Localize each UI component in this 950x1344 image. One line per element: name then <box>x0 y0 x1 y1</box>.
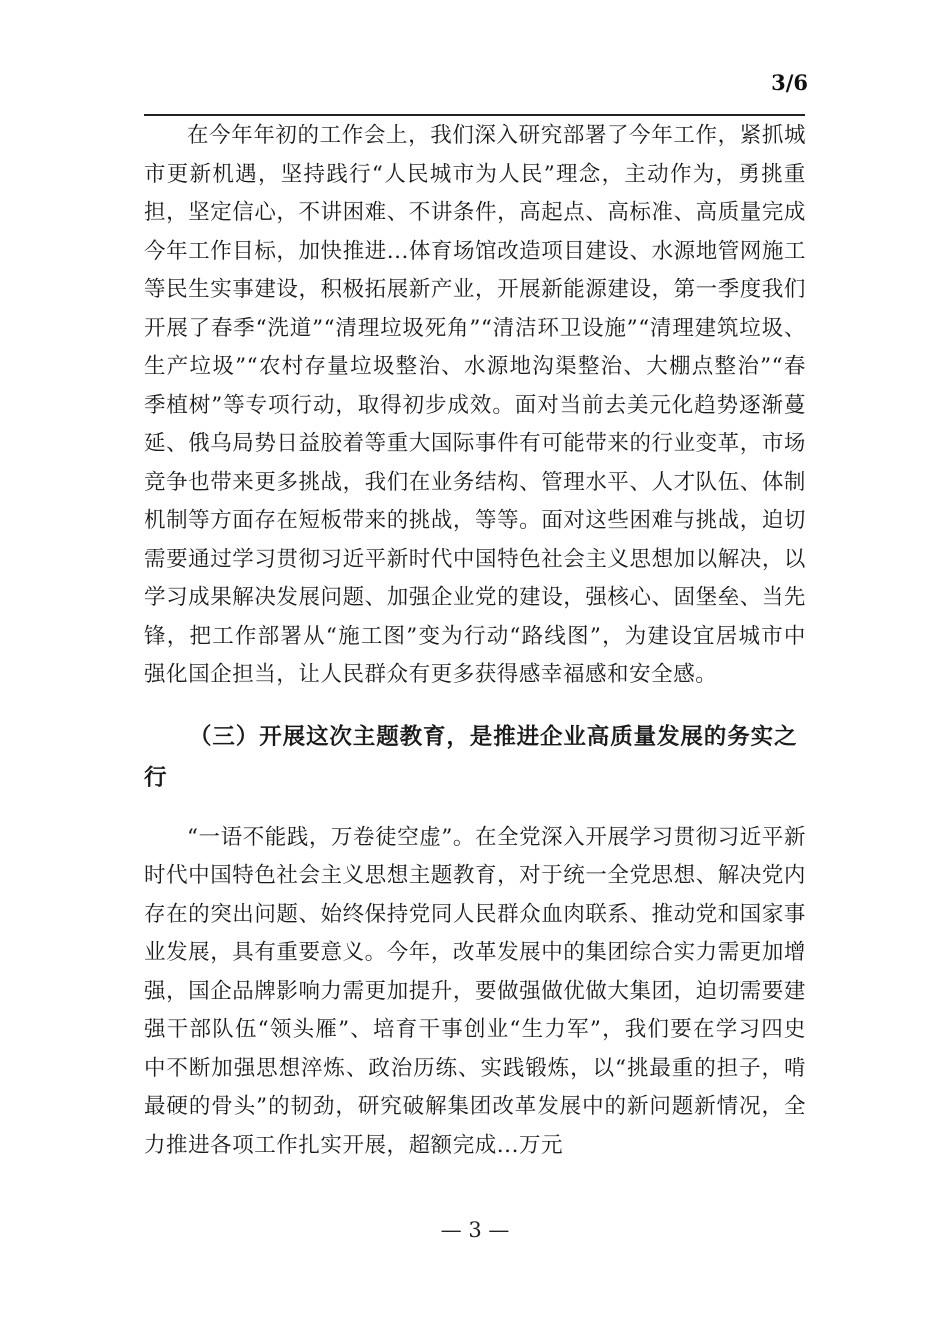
body-paragraph-2: “一语不能践，万卷徒空虚”。在全党深入开展学习贯彻习近平新时代中国特色社会主义思想主题教育，对于统一全党思想、解决党内存在的突出问题、始终保持党同人民群众血肉联系、推动党和国家事业发展，具有重要意义。今年，改革发展中的集团综合实力需更加增强，国企品牌影响力需更加提升，要做强做优做大集团，迫切需要建强干部队伍“领头雁”、培育干事创业“生力军”，我们要在学习四史中不断加强思想淬炼、政治历练、实践锻炼，以“挑最重的担子，啃最硬的骨头”的韧劲，研究破解集团改革发展中的新问题新情况，全力推进各项工作扎实开展，超额完成...万元 <box>144 824 806 1158</box>
page-counter: 3/6 <box>771 70 808 95</box>
header-rule <box>144 114 805 116</box>
document-body <box>144 117 806 1165</box>
body-paragraph-1: 在今年年初的工作会上，我们深入研究部署了今年工作，紧抓城市更新机遇，坚持践行“人民城市为人民”理念，主动作为，勇挑重担，坚定信心，不讲困难、不讲条件，高起点、高标准、高质量完成今年工作目标，加快推进...体育场馆改造项目建设、水源地管网施工等民生实事建设，积极拓展新产业，开展新能源建设，第一季度我们开展了春季“洗道”“清理垃圾死角”“清洁环卫设施”“清理建筑垃圾、生产垃圾”“农村存量垃圾整治、水源地沟渠整治、大棚点整治”“春季植树”等专项行动，取得初步成效。面对当前去美元化趋势逐渐蔓延、俄乌局势日益胶着等重大国际事件有可能带来的行业变革，市场竞争也带来更多挑战，我们在业务结构、管理水平、人才队伍、体制机制等方面存在短板带来的挑战，等等。面对这些困难与挑战，迫切需要通过学习贯彻习近平新时代中国特色社会主义思想加以解决，以学习成果解决发展问题、加强企业党的建设，强核心、固堡垒、当先锋，把工作部署从“施工图”变为行动“路线图”，为建设宜居城市中强化国企担当，让人民群众有更多获得感幸福感和安全感。 <box>144 123 806 687</box>
page-footer-number: — 3 — <box>440 1218 510 1242</box>
section-heading-3: （三）开展这次主题教育，是推进企业高质量发展的务实之行 <box>144 723 798 791</box>
